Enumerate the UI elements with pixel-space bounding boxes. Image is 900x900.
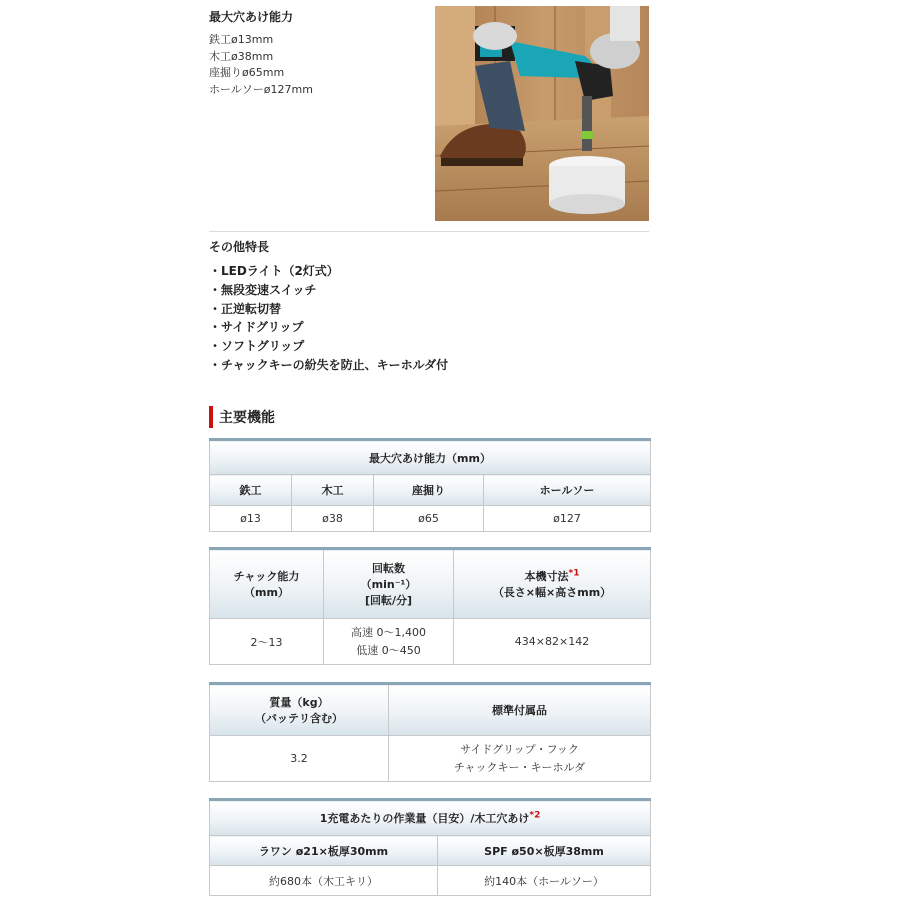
cell-rpm [324, 619, 454, 665]
header-rpm-line: 回転数 [372, 562, 405, 575]
cell-iron: ø13 [210, 506, 292, 532]
capacity-table-title: 最大穴あけ能力（mm） [210, 440, 651, 475]
cell-accessories [389, 736, 651, 782]
header-wood: 木工 [292, 475, 374, 506]
accessory-item: チャックキー・キーホルダ [453, 760, 586, 774]
spec-table [209, 547, 651, 665]
capacity-line-iron: 鉄工ø13mm [209, 33, 274, 46]
capacity-list [209, 32, 313, 98]
footnote-mark: *2 [529, 810, 541, 821]
header-holesaw: ホールソー [484, 475, 651, 506]
feature-item: ・正逆転切替 [209, 301, 282, 316]
header-mass-line: 質量（kg） [269, 696, 329, 709]
cell-counterbore: ø65 [374, 506, 484, 532]
section-title: 主要機能 [219, 410, 275, 426]
capacity-line-holesaw: ホールソーø127mm [209, 82, 313, 96]
section-heading [209, 406, 275, 428]
workload-table [209, 798, 651, 896]
divider [209, 231, 649, 232]
header-accessories: 標準付属品 [389, 684, 651, 736]
cell-rpm-high: 高速 0～1,400 [351, 625, 426, 639]
header-chuck [210, 549, 324, 619]
features-list [209, 262, 448, 375]
cell-spf: 約140本（ホールソー） [438, 866, 651, 896]
capacity-line-wood: 木工ø38mm [209, 49, 274, 63]
drill-illustration [435, 6, 649, 221]
header-dims-unit: （長さ×幅×高さmm） [492, 586, 612, 599]
mass-table [209, 682, 651, 782]
feature-item: ・サイドグリップ [209, 320, 304, 335]
header-dimensions [454, 549, 651, 619]
product-photo [435, 6, 649, 221]
workload-table-title [210, 800, 651, 836]
cell-mass: 3.2 [210, 736, 389, 782]
section-accent-bar [209, 406, 213, 428]
capacity-line-counterbore: 座掘りø65mm [209, 66, 285, 79]
cell-dimensions: 434×82×142 [454, 619, 651, 665]
cell-holesaw: ø127 [484, 506, 651, 532]
header-dims-line: 本機寸法 [524, 570, 569, 583]
capacity-table [209, 438, 651, 532]
header-chuck-line: チャック能力 [233, 570, 300, 583]
header-mass [210, 684, 389, 736]
accessory-item: サイドグリップ・フック [460, 742, 579, 756]
feature-item: ・無段変速スイッチ [209, 282, 317, 297]
header-rpm [324, 549, 454, 619]
feature-item: ・ソフトグリップ [209, 339, 305, 354]
feature-item: ・チャックキーの紛失を防止、キーホルダ付 [209, 357, 449, 372]
header-chuck-unit: （mm） [244, 586, 289, 599]
cell-lauan: 約680本（木工キリ） [210, 866, 438, 896]
header-iron: 鉄工 [210, 475, 292, 506]
header-rpm-unit-jp: [回転/分] [364, 594, 413, 607]
header-lauan: ラワン ø21×板厚30mm [210, 836, 438, 866]
features-title: その他特長 [209, 240, 270, 254]
workload-title-text: 1充電あたりの作業量（目安）/木工穴あけ [319, 812, 530, 825]
footnote-mark: *1 [568, 568, 580, 579]
feature-item: ・LEDライト（2灯式） [209, 264, 339, 278]
capacity-title: 最大穴あけ能力 [209, 10, 294, 24]
cell-chuck: 2～13 [210, 619, 324, 665]
header-rpm-unit: （min⁻¹） [360, 578, 417, 591]
header-mass-note: （バッテリ含む） [255, 712, 343, 725]
header-counterbore: 座掘り [374, 475, 484, 506]
cell-rpm-low: 低速 0～450 [356, 643, 421, 657]
header-spf: SPF ø50×板厚38mm [438, 836, 651, 866]
cell-wood: ø38 [292, 506, 374, 532]
